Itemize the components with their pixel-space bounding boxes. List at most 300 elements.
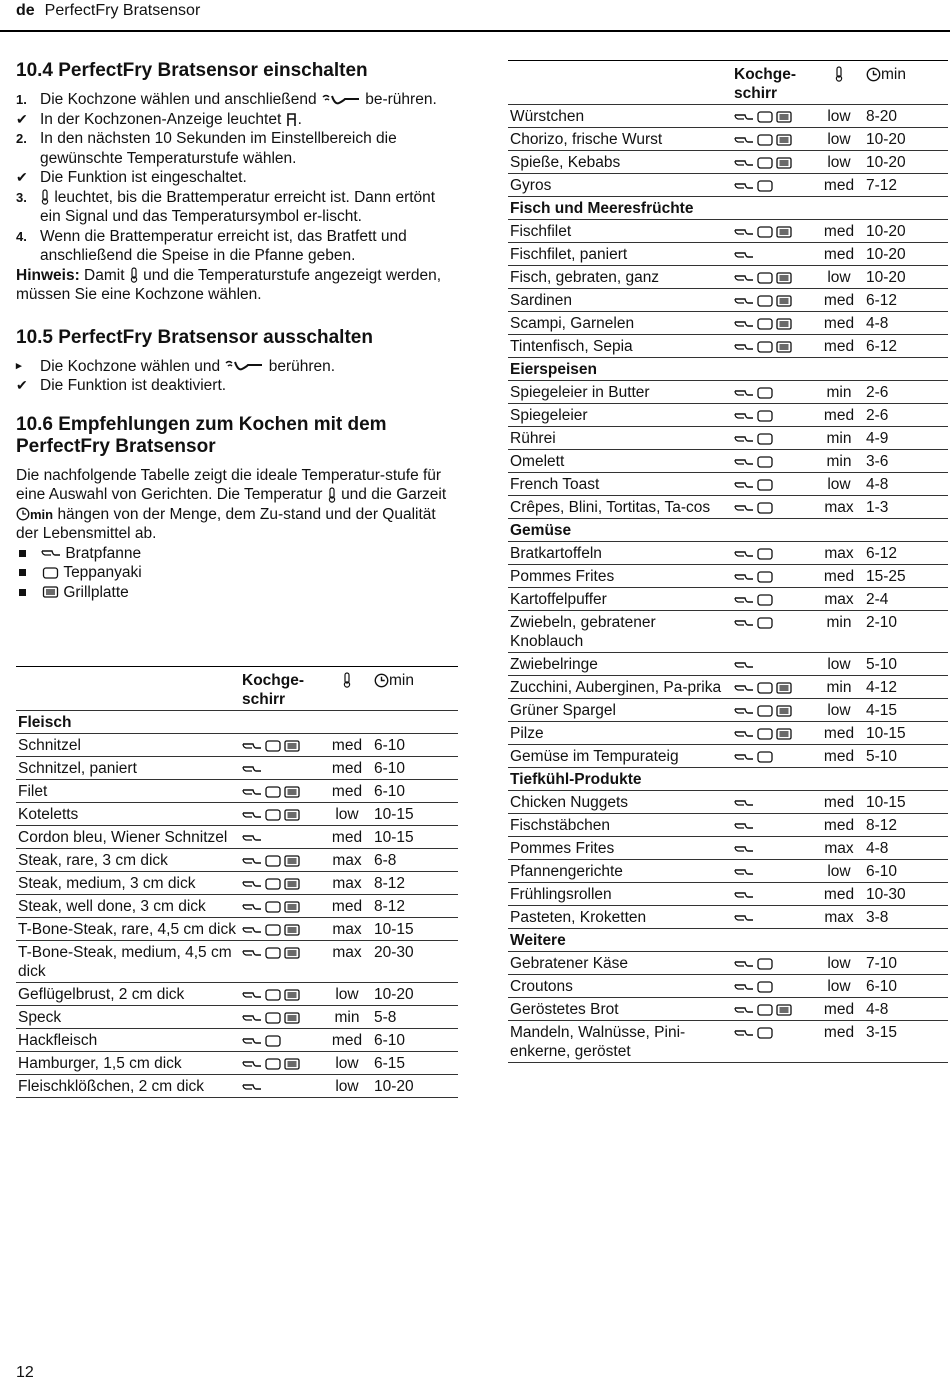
clock-icon: [16, 507, 30, 521]
thermometer-icon: [342, 672, 352, 688]
dish-name: Chorizo, frische Wurst: [508, 128, 732, 151]
cookware-icons: [732, 883, 814, 906]
table-row: [508, 837, 948, 860]
cooking-time: 6-10: [372, 734, 458, 757]
section-title-10-6: 10.6 Empfehlungen zum Kochen mit dem PerfectFry Bratsensor: [16, 413, 387, 457]
time-header: min: [389, 672, 414, 689]
cooking-time: 1-3: [864, 496, 948, 519]
pan-icon: [242, 1014, 262, 1022]
pan-icon: [734, 412, 754, 420]
dish-name: Pilze: [508, 722, 732, 745]
table-row: [16, 872, 458, 895]
grill-plate-icon: [776, 704, 792, 718]
temperature-level: low: [322, 803, 372, 826]
dish-name: Hamburger, 1,5 cm dick: [16, 1052, 240, 1075]
table-row: [508, 174, 948, 197]
pan-icon: [734, 136, 754, 144]
time-header: min: [881, 66, 906, 83]
table-row: [16, 941, 458, 983]
pan-icon: [734, 799, 754, 807]
cooking-time: 10-15: [372, 918, 458, 941]
dish-name: Speck: [16, 1006, 240, 1029]
table-row: [508, 588, 948, 611]
category-label: Fleisch: [16, 711, 458, 734]
teppanyaki-icon: [757, 179, 773, 193]
pan-icon: [734, 389, 754, 397]
cookware-icons: [240, 826, 322, 849]
teppanyaki-icon: [265, 1057, 281, 1071]
pan-icon: [734, 228, 754, 236]
cooking-time: 10-15: [372, 803, 458, 826]
temperature-level: low: [322, 1052, 372, 1075]
cooking-time: 6-10: [372, 1029, 458, 1052]
cookware-icons: [732, 837, 814, 860]
cooking-time: 20-30: [372, 941, 458, 983]
cookware-icons: [732, 975, 814, 998]
cookware-icons: [732, 289, 814, 312]
step-marker: 1.: [16, 92, 27, 107]
teppanyaki-icon: [757, 294, 773, 308]
dish-name: Spiegeleier in Butter: [508, 381, 732, 404]
pan-icon: [41, 549, 61, 557]
table-row: [508, 312, 948, 335]
cooking-time: 6-10: [864, 975, 948, 998]
table-row: [508, 128, 948, 151]
grill-plate-icon: [776, 110, 792, 124]
pan-icon: [734, 320, 754, 328]
cooking-time: 6-10: [864, 860, 948, 883]
result-off: ✔ Die Funktion ist deaktiviert.: [16, 377, 227, 394]
table-row: [16, 1006, 458, 1029]
pan-icon: [734, 868, 754, 876]
table-row: [16, 983, 458, 1006]
teppanyaki-icon: [757, 156, 773, 170]
temperature-level: med: [814, 1021, 864, 1063]
section-title-10-5: 10.5 PerfectFry Bratsensor ausschalten: [16, 326, 373, 348]
cooking-time: 5-10: [864, 653, 948, 676]
table-row: [508, 473, 948, 496]
cooking-time: 10-15: [372, 826, 458, 849]
cookware-icons: [732, 151, 814, 174]
cookware-icons: [240, 734, 322, 757]
cookware-icons: [732, 496, 814, 519]
cooking-time: 3-6: [864, 450, 948, 473]
pan-icon: [242, 1060, 262, 1068]
temperature-level: low: [814, 266, 864, 289]
grill-plate-icon: [284, 808, 300, 822]
temperature-level: max: [814, 906, 864, 929]
dish-name: Zwiebeln, gebratener Knoblauch: [508, 611, 732, 653]
table-row: [508, 745, 948, 768]
table-row: [508, 998, 948, 1021]
step-4: 4. Wenn die Brattemperatur erreicht ist, das Bratfett und anschließend die Speise in die Pfanne geben.: [16, 227, 407, 264]
dish-name: T-Bone-Steak, rare, 4,5 cm dick: [16, 918, 240, 941]
result-1: ✔ In der Kochzonen-Anzeige leuchtet .: [16, 110, 302, 128]
dish-name: Rührei: [508, 427, 732, 450]
cooking-time: 6-8: [372, 849, 458, 872]
table-row: [16, 803, 458, 826]
dish-name: Gemüse im Tempurateig: [508, 745, 732, 768]
dish-name: Fisch, gebraten, ganz: [508, 266, 732, 289]
teppanyaki-icon: [265, 739, 281, 753]
teppanyaki-icon: [757, 317, 773, 331]
cookware-icons: [732, 860, 814, 883]
teppanyaki-icon: [757, 1026, 773, 1040]
dish-name: Crêpes, Blini, Tortitas, Ta-cos: [508, 496, 732, 519]
dish-name: Bratkartoffeln: [508, 542, 732, 565]
temperature-level: low: [814, 952, 864, 975]
pan-icon: [734, 1006, 754, 1014]
temperature-level: low: [814, 860, 864, 883]
cookware-icons: [732, 128, 814, 151]
pan-icon: [734, 822, 754, 830]
grill-plate-icon: [776, 271, 792, 285]
dish-name: Hackfleisch: [16, 1029, 240, 1052]
temperature-level: med: [322, 895, 372, 918]
pan-icon: [734, 730, 754, 738]
dish-name: Zucchini, Auberginen, Pa-prika: [508, 676, 732, 699]
cookware-icons: [732, 722, 814, 745]
cookware-icons: [240, 780, 322, 803]
grill-plate-icon: [776, 1003, 792, 1017]
left-column: [16, 60, 456, 602]
cooking-time: 8-12: [372, 895, 458, 918]
grill-plate-icon: [284, 877, 300, 891]
pan-icon: [734, 435, 754, 443]
grill-plate-icon: [776, 225, 792, 239]
grill-plate-icon: [284, 900, 300, 914]
category-label: Weitere: [508, 929, 948, 952]
table-row: [16, 826, 458, 849]
dish-name: Würstchen: [508, 105, 732, 128]
temperature-level: low: [814, 151, 864, 174]
table-row: [16, 734, 458, 757]
cooking-time: 4-12: [864, 676, 948, 699]
temperature-level: max: [814, 496, 864, 519]
temperature-level: med: [814, 791, 864, 814]
category-label: Fisch und Meeresfrüchte: [508, 197, 948, 220]
cooking-time: 6-12: [864, 542, 948, 565]
dish-name: Steak, medium, 3 cm dick: [16, 872, 240, 895]
dish-name: Fischstäbchen: [508, 814, 732, 837]
pan-icon: [734, 661, 754, 669]
cookware-icons: [732, 542, 814, 565]
cookware-header: Kochge-schirr: [732, 61, 814, 105]
teppanyaki-icon: [265, 988, 281, 1002]
category-row: [508, 358, 948, 381]
cookware-icons: [240, 983, 322, 1006]
clock-icon: [866, 67, 881, 82]
cooking-time: 4-15: [864, 699, 948, 722]
cookware-icons: [732, 105, 814, 128]
dish-name: Geröstetes Brot: [508, 998, 732, 1021]
cooking-table-right: [508, 60, 948, 1063]
table-row: [16, 1075, 458, 1098]
temperature-level: low: [814, 653, 864, 676]
check-icon: ✔: [16, 169, 28, 185]
legend-grill: Grillplatte: [16, 583, 456, 603]
pan-icon: [734, 550, 754, 558]
table-row: [508, 427, 948, 450]
teppanyaki-icon: [757, 616, 773, 630]
teppanyaki-icon: [757, 957, 773, 971]
temperature-level: med: [814, 335, 864, 358]
table-row: [508, 952, 948, 975]
dish-name: Pfannengerichte: [508, 860, 732, 883]
temperature-level: low: [322, 1075, 372, 1098]
table-row: [508, 860, 948, 883]
cookware-icons: [732, 699, 814, 722]
temperature-level: med: [814, 220, 864, 243]
pan-icon: [242, 788, 262, 796]
cookware-icons: [732, 814, 814, 837]
temperature-level: med: [322, 1029, 372, 1052]
table-row: [508, 791, 948, 814]
grill-plate-icon: [284, 1011, 300, 1025]
display-symbol-icon: [286, 111, 298, 127]
cooking-time: 4-9: [864, 427, 948, 450]
pan-icon: [734, 983, 754, 991]
temperature-level: min: [322, 1006, 372, 1029]
teppanyaki-icon: [757, 386, 773, 400]
cooking-time: 3-15: [864, 1021, 948, 1063]
teppanyaki-icon: [757, 681, 773, 695]
arrow-icon: ▸: [16, 359, 22, 372]
cooking-time: 4-8: [864, 837, 948, 860]
teppanyaki-icon: [757, 225, 773, 239]
dish-name: Fleischklößchen, 2 cm dick: [16, 1075, 240, 1098]
temperature-level: med: [814, 174, 864, 197]
temperature-level: min: [814, 450, 864, 473]
teppanyaki-icon: [757, 455, 773, 469]
pan-icon: [242, 765, 262, 773]
dish-name: Koteletts: [16, 803, 240, 826]
category-row: [508, 519, 948, 542]
cookware-icons: [732, 676, 814, 699]
cooking-time: 10-20: [864, 220, 948, 243]
table-row: [16, 1029, 458, 1052]
table-row: [508, 653, 948, 676]
pan-icon: [242, 903, 262, 911]
grill-plate-icon: [776, 133, 792, 147]
cookware-icons: [732, 952, 814, 975]
teppanyaki-icon: [757, 750, 773, 764]
teppanyaki-icon: [757, 547, 773, 561]
cookware-icons: [240, 1006, 322, 1029]
dish-name: Cordon bleu, Wiener Schnitzel: [16, 826, 240, 849]
pan-icon: [734, 182, 754, 190]
cookware-icons: [732, 653, 814, 676]
temperature-level: med: [814, 745, 864, 768]
cookware-icons: [240, 1052, 322, 1075]
dish-name: Omelett: [508, 450, 732, 473]
thermometer-icon: [40, 189, 50, 205]
teppanyaki-icon: [757, 432, 773, 446]
cooking-time: 6-10: [372, 757, 458, 780]
dish-name: Mandeln, Walnüsse, Pini-enkerne, geröstet: [508, 1021, 732, 1063]
dish-name: Schnitzel, paniert: [16, 757, 240, 780]
temperature-level: max: [322, 872, 372, 895]
cooking-time: 4-8: [864, 998, 948, 1021]
grill-plate-icon: [284, 988, 300, 1002]
temperature-level: low: [814, 699, 864, 722]
teppanyaki-icon: [757, 570, 773, 584]
teppanyaki-icon: [757, 704, 773, 718]
category-row: [16, 711, 458, 734]
dish-name: Gyros: [508, 174, 732, 197]
temperature-level: max: [322, 918, 372, 941]
table-row: [508, 975, 948, 998]
temperature-level: max: [322, 941, 372, 983]
pan-icon: [734, 481, 754, 489]
dish-name: Pasteten, Kroketten: [508, 906, 732, 929]
cooking-time: 4-8: [864, 473, 948, 496]
table-row: [508, 699, 948, 722]
temperature-level: med: [814, 289, 864, 312]
pan-icon: [734, 573, 754, 581]
header-title: PerfectFry Bratsensor: [44, 2, 201, 19]
teppanyaki-icon: [265, 946, 281, 960]
step-1: 1. Die Kochzone wählen und anschließend be-rühren.: [16, 91, 437, 108]
cooking-time: 10-20: [864, 151, 948, 174]
pan-icon: [734, 504, 754, 512]
temperature-level: low: [814, 473, 864, 496]
table-row: [508, 1021, 948, 1063]
cooking-time: 10-20: [864, 243, 948, 266]
teppanyaki-icon: [265, 808, 281, 822]
dish-name: Zwiebelringe: [508, 653, 732, 676]
cookware-icons: [240, 872, 322, 895]
dish-name: Pommes Frites: [508, 565, 732, 588]
cookware-icons: [240, 918, 322, 941]
dish-name: Fischfilet, paniert: [508, 243, 732, 266]
dish-name: Kartoffelpuffer: [508, 588, 732, 611]
cooking-table-left: [16, 666, 458, 1098]
pan-icon: [734, 297, 754, 305]
table-row: [16, 757, 458, 780]
teppanyaki-icon: [757, 133, 773, 147]
pan-icon: [734, 343, 754, 351]
table-row: [508, 611, 948, 653]
teppanyaki-icon: [265, 1034, 281, 1048]
table-row: [508, 335, 948, 358]
table-header-row: [16, 667, 458, 711]
category-row: [508, 768, 948, 791]
temperature-level: min: [814, 381, 864, 404]
cookware-icons: [240, 895, 322, 918]
category-label: Gemüse: [508, 519, 948, 542]
page-number: 12: [16, 1364, 34, 1381]
temperature-level: med: [814, 565, 864, 588]
dish-name: Filet: [16, 780, 240, 803]
dish-name: Steak, rare, 3 cm dick: [16, 849, 240, 872]
cookware-icons: [732, 998, 814, 1021]
temperature-level: min: [814, 676, 864, 699]
cookware-icons: [732, 791, 814, 814]
step-3: 3. leuchtet, bis die Brattemperatur erreicht ist. Dann ertönt ein Signal und das Temperatursymbol er-lischt.: [16, 188, 436, 225]
thermometer-icon: [834, 66, 844, 82]
grill-plate-icon: [776, 727, 792, 741]
table-row: [508, 381, 948, 404]
cookware-icons: [732, 312, 814, 335]
grill-plate-icon: [284, 785, 300, 799]
teppanyaki-icon: [757, 593, 773, 607]
table-row: [508, 906, 948, 929]
temperature-level: max: [814, 588, 864, 611]
temperature-level: med: [322, 826, 372, 849]
cookware-icons: [240, 757, 322, 780]
cooking-time: 2-6: [864, 404, 948, 427]
table-row: [508, 105, 948, 128]
pan-icon: [734, 458, 754, 466]
table-row: [508, 676, 948, 699]
grill-plate-icon: [284, 739, 300, 753]
table-row: [508, 722, 948, 745]
pan-icon: [734, 159, 754, 167]
temperature-level: min: [814, 611, 864, 653]
table-row: [508, 496, 948, 519]
action-step: ▸ Die Kochzone wählen und berühren.: [16, 357, 336, 375]
check-icon: ✔: [16, 110, 28, 127]
teppanyaki-icon: [265, 900, 281, 914]
grill-plate-icon: [41, 585, 59, 599]
cookware-icons: [240, 1075, 322, 1098]
cooking-time: 4-8: [864, 312, 948, 335]
dish-name: Chicken Nuggets: [508, 791, 732, 814]
cooking-time: 2-4: [864, 588, 948, 611]
pan-icon: [242, 811, 262, 819]
teppanyaki-icon: [757, 340, 773, 354]
cooking-time: 6-12: [864, 289, 948, 312]
cookware-icons: [240, 1029, 322, 1052]
dish-name: Frühlingsrollen: [508, 883, 732, 906]
grill-plate-icon: [776, 156, 792, 170]
table-row: [16, 918, 458, 941]
temperature-level: low: [814, 128, 864, 151]
page-header: [16, 2, 200, 20]
pan-icon: [734, 251, 754, 259]
note: Hinweis: Damit und die Temperaturstufe angezeigt werden, müssen Sie eine Kochzone wählen.: [16, 266, 442, 303]
grill-plate-icon: [776, 317, 792, 331]
dish-name: Sardinen: [508, 289, 732, 312]
cookware-icons: [240, 849, 322, 872]
table-row: [508, 151, 948, 174]
cookware-icons: [732, 1021, 814, 1063]
cookware-icons: [732, 381, 814, 404]
grill-plate-icon: [776, 340, 792, 354]
cooking-time: 10-20: [864, 128, 948, 151]
grill-plate-icon: [284, 946, 300, 960]
language-code: de: [16, 2, 35, 19]
header-rule: [0, 30, 950, 32]
cookware-icons: [240, 803, 322, 826]
clock-icon: [374, 673, 389, 688]
cookware-icons: [732, 220, 814, 243]
cookware-icons: [732, 335, 814, 358]
cooking-time: 10-20: [372, 983, 458, 1006]
teppanyaki-icon: [265, 923, 281, 937]
teppanyaki-icon: [757, 409, 773, 423]
pan-icon: [734, 914, 754, 922]
dish-name: Croutons: [508, 975, 732, 998]
temperature-level: min: [814, 427, 864, 450]
grill-plate-icon: [284, 1057, 300, 1071]
pan-icon: [242, 991, 262, 999]
pan-icon: [734, 845, 754, 853]
temperature-level: low: [322, 983, 372, 1006]
cooking-time: 5-8: [372, 1006, 458, 1029]
cooking-time: 15-25: [864, 565, 948, 588]
